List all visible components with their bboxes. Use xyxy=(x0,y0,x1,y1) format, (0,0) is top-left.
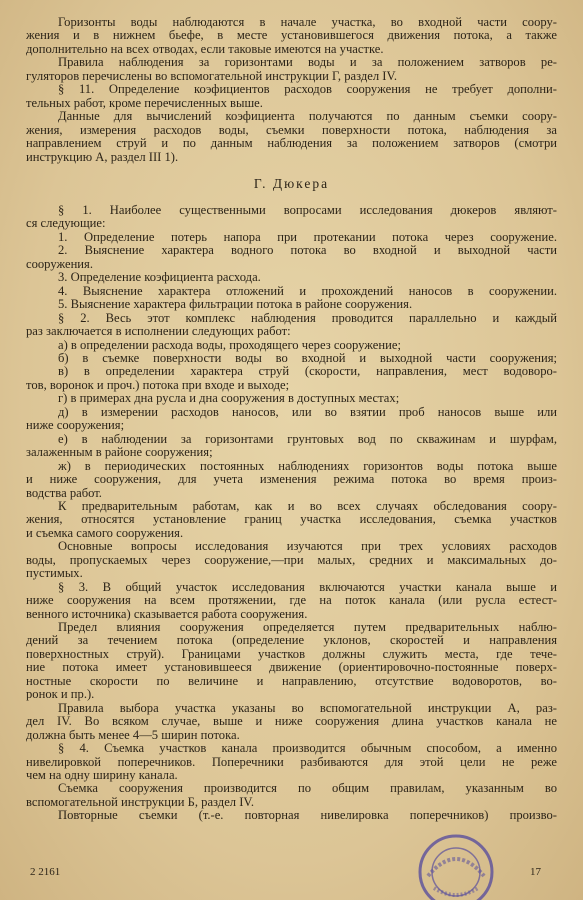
text-line: Предел влияния сооружения определяется путем предварительных наблю- xyxy=(58,621,557,635)
text-line: гуляторов перечислены во вспомогательной инструкции Г, раздел IV. xyxy=(26,69,398,83)
text-line: ние потока имеет установившееся движение (ориентировочно-постоянные поверх- xyxy=(26,661,557,675)
text-line: 5. Выяснение характера фильтрации потока в районе сооружения. xyxy=(58,298,413,312)
text-line: ж) в периодических постоянных наблюдениях горизонтов воды потока выше xyxy=(58,459,557,473)
text-line: г) в примерах дна русла и дна сооружения в доступных местах; xyxy=(58,392,400,406)
text-line: Правила наблюдения за горизонтами воды и за положением затворов ре- xyxy=(58,56,557,70)
text-line: поверхностных струй). Границами участков должны служить места, где тече- xyxy=(26,647,557,661)
text-line: 1. Определение потерь напора при протекании потока через сооружение. xyxy=(58,230,557,244)
text-line: е) в наблюдении за горизонтами грунтовых вод по скважинам и шурфам, xyxy=(58,432,557,446)
section-heading: Г. Дюкера xyxy=(253,175,330,191)
text-line: ностные скорости по величине и направлению, отсутствие водоворотов, во- xyxy=(26,674,557,688)
text-line: раз заключается в исполнении следующих работ: xyxy=(26,325,291,339)
text-line: водства работ. xyxy=(26,486,102,500)
text-line: Горизонты воды наблюдаются в начале участка, во входной части соору- xyxy=(58,16,557,29)
text-line: вспомогательной инструкции Б, раздел IV. xyxy=(26,795,255,809)
text-line: тельных работ, кроме перечисленных выше. xyxy=(26,96,263,110)
text-line: § 11. Определение коэфициентов расходов сооружения не требует дополни- xyxy=(58,83,557,97)
text-line: жения, измерения расходов воды, съемки поверхности потока, наблюдения за xyxy=(26,123,557,137)
text-line: Повторные съемки (т.-е. повторная нивелировка поперечников) произво- xyxy=(58,809,557,823)
text-line: 4. Выяснение характера отложений и прохождений наносов в сооружении. xyxy=(58,284,557,298)
text-line: дополнительно на всех отводах, если таковые имеются на участке. xyxy=(26,42,384,56)
text-line: и съемка самого сооружения. xyxy=(26,526,184,540)
text-line: 3. Определение коэфициента расхода. xyxy=(58,271,261,285)
text-line: направлением струй и по данным наблюдения за положением затворов (смотри xyxy=(26,137,557,151)
text-line: ся следующие: xyxy=(26,217,106,231)
text-line: жения и в нижнем бьефе, в месте установившегося движения потока, а также xyxy=(26,29,557,43)
text-line: залаженным в районе сооружения; xyxy=(26,446,213,460)
text-line: а) в определении расхода воды, проходящего через сооружение; xyxy=(58,338,401,352)
text-line: Основные вопросы исследования изучаются при трех условиях расходов xyxy=(58,540,557,554)
text-line: § 1. Наиболее существенными вопросами исследования дюкеров являют- xyxy=(58,203,557,217)
text-line: К предварительным работам, как и во всех случаях обследования соору- xyxy=(58,499,557,513)
text-line: должна быть менее 4—5 ширин потока. xyxy=(26,728,240,742)
text-line: § 3. В общий участок исследования включаются участки канала выше и xyxy=(58,580,557,594)
text-line: сооружения. xyxy=(26,257,93,271)
text-line: воды, пропускаемых через сооружение,—при малых, средних и максимальных до- xyxy=(26,553,557,567)
text-line: § 4. Съемка участков канала производится обычным способом, а именно xyxy=(58,742,557,756)
text-line: Съемка сооружения производится по общим правилам, указанным во xyxy=(58,782,557,796)
text-line: и ниже сооружения, для учета изменения режима потока во время произ- xyxy=(26,473,557,487)
text-line: д) в измерении расходов наносов, или во взятии проб наносов выше или xyxy=(58,405,557,419)
text-line: чем на одну ширину канала. xyxy=(26,769,178,783)
text-line: дел IV. Во всяком случае, выше и ниже сооружения длина участков канала не xyxy=(26,715,557,729)
text-line: жения, относятся установление границ участка исследования, съемка участков xyxy=(26,513,557,527)
text-line: Правила выбора участка указаны во вспомогательной инструкции А, раз- xyxy=(58,701,557,715)
print-code: 2 2161 xyxy=(30,866,61,878)
text-line: б) в съемке поверхности воды во входной и выходной части сооружения; xyxy=(58,351,557,365)
library-stamp xyxy=(416,832,496,900)
text-line: в) в определении характера струй (скорости, направления, мест водоворо- xyxy=(58,365,557,379)
text-line: дений за течением потока (определение уклонов, скоростей и направления xyxy=(26,634,557,648)
text-line: тов, воронок и проч.) потока при входе и выходе; xyxy=(26,378,290,392)
text-line: Данные для вычислений коэфициента получаются по данным съемки соору- xyxy=(58,110,557,124)
text-line: § 2. Весь этот комплекс наблюдения проводится параллельно и каждый xyxy=(58,311,557,325)
text-line: венного источника) сказывается работа сооружения. xyxy=(26,607,308,621)
page-number: 17 xyxy=(530,866,541,878)
text-line: пустимых. xyxy=(26,567,83,581)
text-line: ниже сооружения на всем протяжении, где на поток канала (или русла естест- xyxy=(26,594,557,608)
text-line: нивелировкой поперечников. Поперечники разбиваются для этой цели не реже xyxy=(26,755,557,769)
text-line: 2. Выяснение характера водного потока во входной и выходной части xyxy=(58,244,557,258)
text-line: ронок и пр.). xyxy=(26,688,95,702)
text-line: ниже сооружения; xyxy=(26,419,125,433)
text-line: инструкцию А, раздел III 1). xyxy=(26,150,179,164)
